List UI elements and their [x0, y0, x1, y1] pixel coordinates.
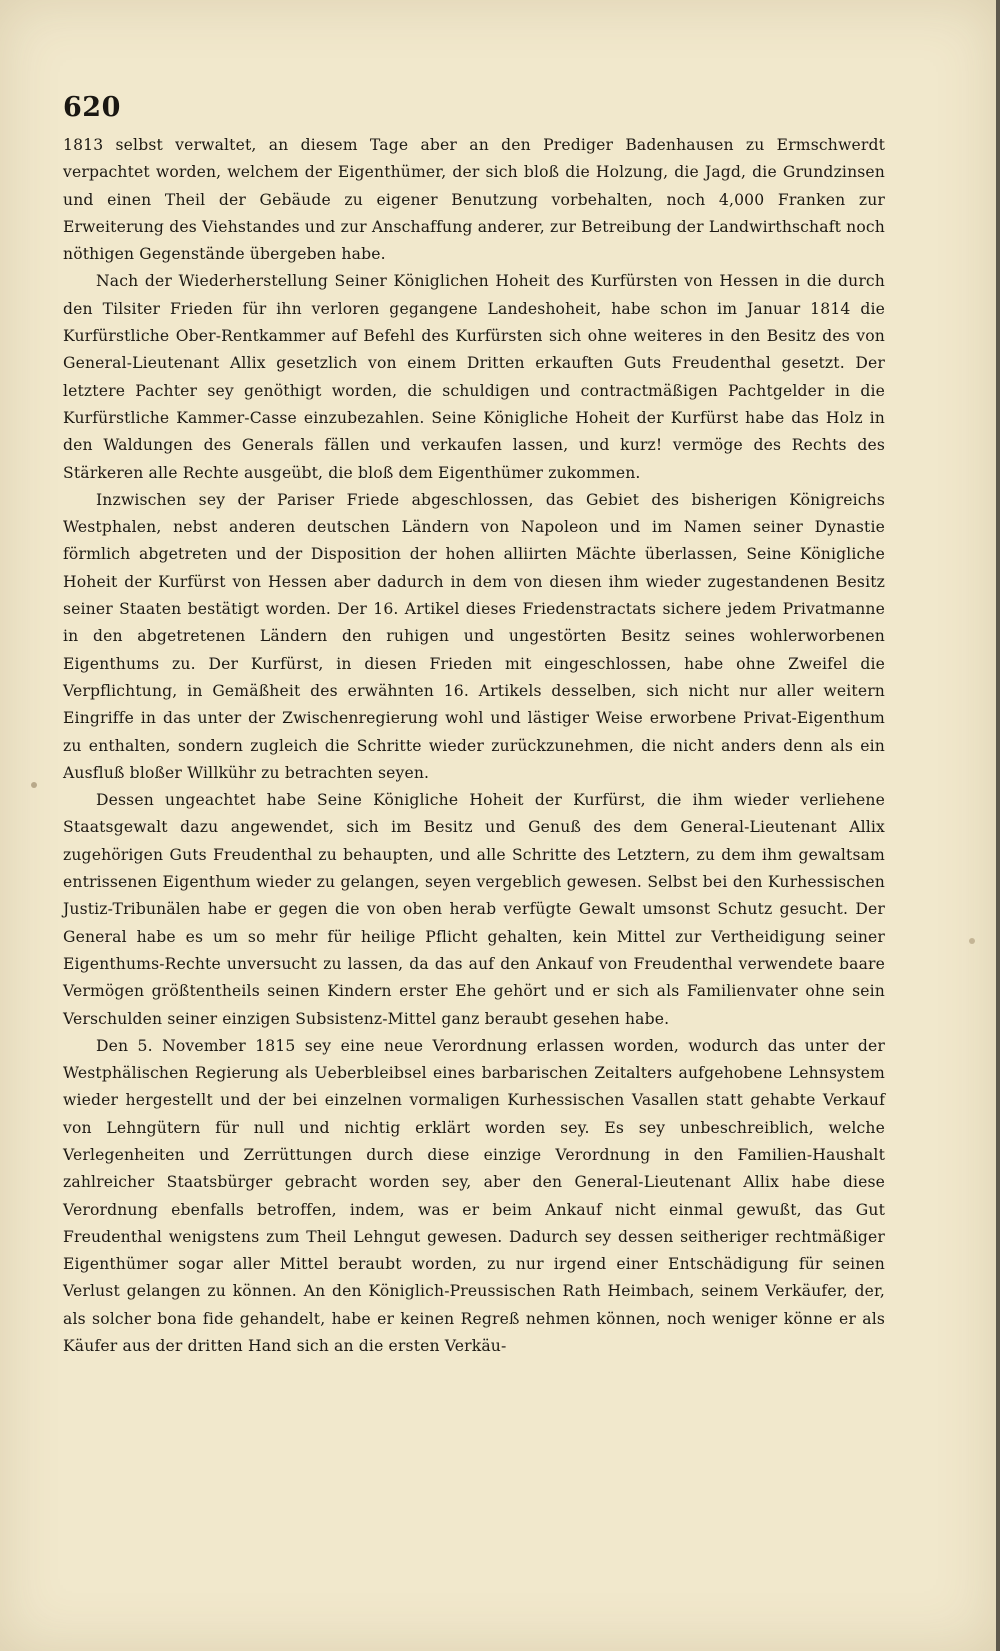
margin-speck	[31, 782, 37, 788]
paragraph-2: Nach der Wiederherstellung Seiner Königlichen Hoheit des Kurfürsten von Hessen in die durch den Tilsiter Frieden für ihn verloren gegangene Landeshoheit, habe schon im Januar 1814 die Kurfürstliche Ober-Rentkammer auf Befehl des Kurfürsten sich ohne weiteres in den Besitz des von General-Lieutenant Allix gesetzlich von einem Dritten erkauften Guts Freudenthal gesetzt. Der letztere Pachter sey genöthigt worden, die schuldigen und contractmäßigen Pachtgelder in die Kurfürstliche Kammer-Casse einzubezahlen. Seine Königliche Hoheit der Kurfürst habe das Holz in den Waldungen des Generals fällen und verkaufen lassen, und kurz! vermöge des Rechts des Stärkeren alle Rechte ausgeübt, die bloß dem Eigenthümer zukommen.	[63, 272, 885, 482]
paragraph-5: Den 5. November 1815 sey eine neue Verordnung erlassen worden, wodurch das unter der Westphälischen Regierung als Ueberbleibsel eines barbarischen Zeitalters aufgehobene Lehnsystem wieder hergestellt und der bei einzelnen vormaligen Kurhessischen Vasallen statt gehabte Verkauf von Lehngütern für null und nichtig erklärt worden sey. Es sey unbeschreiblich, welche Verlegenheiten und Zerrüttungen durch diese einzige Verordnung in den Familien-Haushalt zahlreicher Staatsbürger gebracht worden sey, aber den General-Lieutenant Allix habe diese Verordnung ebenfalls betroffen, indem, was er beim Ankauf nicht einmal gewußt, das Gut Freudenthal wenigstens zum Theil Lehngut gewesen. Dadurch sey dessen seitheriger rechtmäßiger Eigenthümer sogar aller Mittel beraubt worden, zu nur irgend einer Entschädigung für seinen Verlust gelangen zu können. An den Königlich-Preussischen Rath Heimbach, seinem Verkäufer, der, als solcher bona fide gehandelt, habe er keinen Regreß nehmen können, noch weniger könne er als Käufer aus der dritten Hand sich an die ersten Verkäu-	[63, 1036, 885, 1356]
page-edge	[996, 0, 1000, 1651]
body-text	[63, 132, 885, 1360]
paragraph-4: Dessen ungeachtet habe Seine Königliche Hoheit der Kurfürst, die ihm wieder verliehene Staatsgewalt dazu angewendet, sich im Besitz und Genuß des dem General-Lieutenant Allix zugehörigen Guts Freudenthal zu behaupten, und alle Schritte des Letztern, zu dem ihm gewaltsam entrissenen Eigenthum wieder zu gelangen, seyen vergeblich gewesen. Selbst bei den Kurhessischen Justiz-Tribunälen habe er gegen die von oben herab verfügte Gewalt umsonst Schutz gesucht. Der General habe es um so mehr für heilige Pflicht gehalten, kein Mittel zur Vertheidigung seiner Eigenthums-Rechte unversucht zu lassen, da das auf den Ankauf von Freudenthal verwendete baare Vermögen größtentheils seinen Kindern erster Ehe gehört und er sich als Familienvater ohne sein Verschulden seiner einzigen Subsistenz-Mittel ganz beraubt gesehen habe.	[63, 791, 885, 1028]
page-number: 620	[63, 92, 121, 123]
paragraph-3: Inzwischen sey der Pariser Friede abgeschlossen, das Gebiet des bisherigen Königreichs Westphalen, nebst anderen deutschen Ländern von Napoleon und im Namen seiner Dynastie förmlich abgetreten und der Disposition der hohen alliirten Mächte überlassen, Seine Königliche Hoheit der Kurfürst von Hessen aber dadurch in dem von diesen ihm wieder zugestandenen Besitz seiner Staaten bestätigt worden. Der 16. Artikel dieses Friedenstractats sichere jedem Privatmanne in den abgetretenen Ländern den ruhigen und ungestörten Besitz seines wohlerworbenen Eigenthums zu. Der Kurfürst, in diesen Frieden mit eingeschlossen, habe ohne Zweifel die Verpflichtung, in Gemäßheit des erwähnten 16. Artikels desselben, sich nicht nur aller weitern Eingriffe in das unter der Zwischenregierung wohl und lästiger Weise erworbene Privat-Eigenthum zu enthalten, sondern zugleich die Schritte wieder zurückzunehmen, die nicht anders denn als ein Ausfluß bloßer Willkühr zu betrachten seyen.	[63, 490, 885, 782]
paragraph-1: 1813 selbst verwaltet, an diesem Tage aber an den Prediger Badenhausen zu Ermschwerdt verpachtet worden, welchem der Eigenthümer, der sich bloß die Holzung, die Jagd, die Grundzinsen und einen Theil der Gebäude zu eigener Benutzung vorbehalten, noch 4,000 Franken zur Erweiterung des Viehstandes und zur Anschaffung anderer, zur Betreibung der Landwirthschaft noch nöthigen Gegenstände übergeben habe.	[63, 136, 885, 264]
margin-speck	[969, 938, 975, 944]
